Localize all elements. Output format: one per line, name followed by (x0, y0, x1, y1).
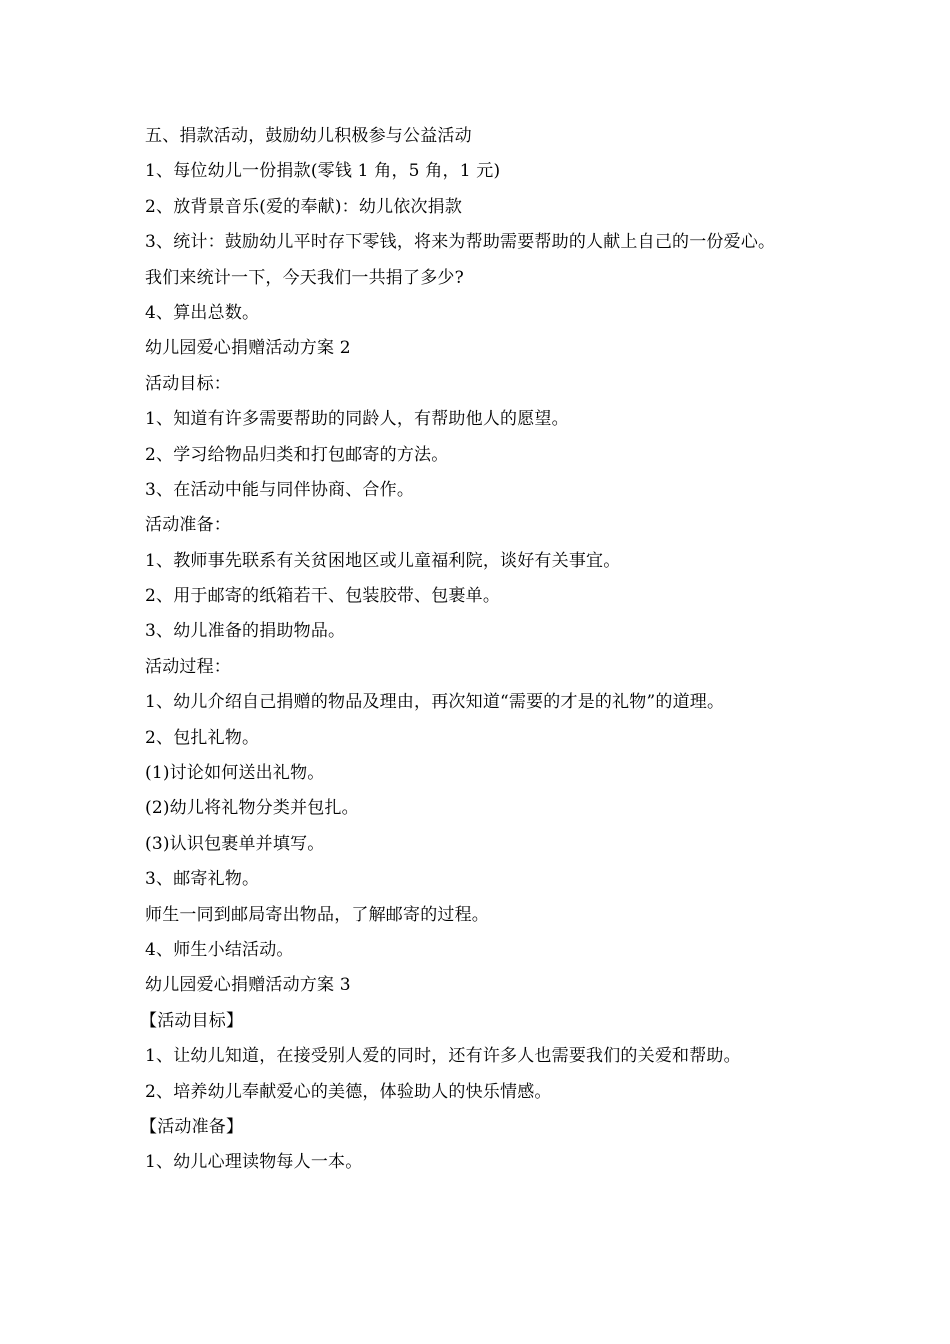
paragraph: 我们来统计一下，今天我们一共捐了多少? (145, 267, 464, 288)
paragraph: 1、教师事先联系有关贫困地区或儿童福利院，谈好有关事宜。 (145, 550, 621, 571)
section-heading-donation: 五、捐款活动，鼓励幼儿积极参与公益活动 (145, 126, 472, 146)
section-heading-goals-bracketed: 【活动目标】 (140, 1010, 244, 1031)
paragraph: 1、幼儿心理读物每人一本。 (145, 1152, 363, 1173)
plan-title-3: 幼儿园爱心捐赠活动方案 3 (145, 975, 351, 996)
paragraph: 3、邮寄礼物。 (145, 869, 260, 890)
paragraph: 2、放背景音乐(爱的奉献)：幼儿依次捐款 (145, 196, 463, 217)
section-heading-goals: 活动目标： (145, 373, 231, 394)
paragraph: (1)讨论如何送出礼物。 (145, 763, 325, 784)
paragraph: 1、让幼儿知道，在接受别人爱的同时，还有许多人也需要我们的关爱和帮助。 (145, 1046, 741, 1067)
section-heading-process: 活动过程： (145, 656, 231, 677)
document-body (140, 119, 825, 1181)
paragraph: 4、师生小结活动。 (145, 940, 294, 960)
paragraph: 2、培养幼儿奉献爱心的美德，体验助人的快乐情感。 (145, 1081, 552, 1102)
paragraph: 1、知道有许多需要帮助的同龄人，有帮助他人的愿望。 (145, 409, 569, 430)
section-heading-preparation-bracketed: 【活动准备】 (140, 1116, 244, 1137)
paragraph: 1、幼儿介绍自己捐赠的物品及理由，再次知道“需要的才是的礼物”的道理。 (145, 692, 725, 713)
paragraph: (2)幼儿将礼物分类并包扎。 (145, 798, 359, 819)
paragraph: 3、统计：鼓励幼儿平时存下零钱，将来为帮助需要帮助的人献上自己的一份爱心。 (145, 232, 776, 253)
paragraph: 1、每位幼儿一份捐款(零钱 1 角，5 角，1 元) (145, 161, 501, 182)
paragraph: 3、幼儿准备的捐助物品。 (145, 621, 346, 642)
paragraph: 3、在活动中能与同伴协商、合作。 (145, 479, 415, 500)
paragraph: (3)认识包裹单并填写。 (145, 833, 325, 854)
plan-title-2: 幼儿园爱心捐赠活动方案 2 (145, 338, 351, 359)
paragraph: 2、包扎礼物。 (145, 727, 260, 748)
paragraph: 师生一同到邮局寄出物品，了解邮寄的过程。 (145, 904, 489, 925)
section-heading-preparation: 活动准备： (145, 515, 231, 536)
paragraph: 2、用于邮寄的纸箱若干、包装胶带、包裹单。 (145, 586, 501, 607)
paragraph: 2、学习给物品归类和打包邮寄的方法。 (145, 444, 449, 465)
paragraph: 4、算出总数。 (145, 302, 260, 323)
